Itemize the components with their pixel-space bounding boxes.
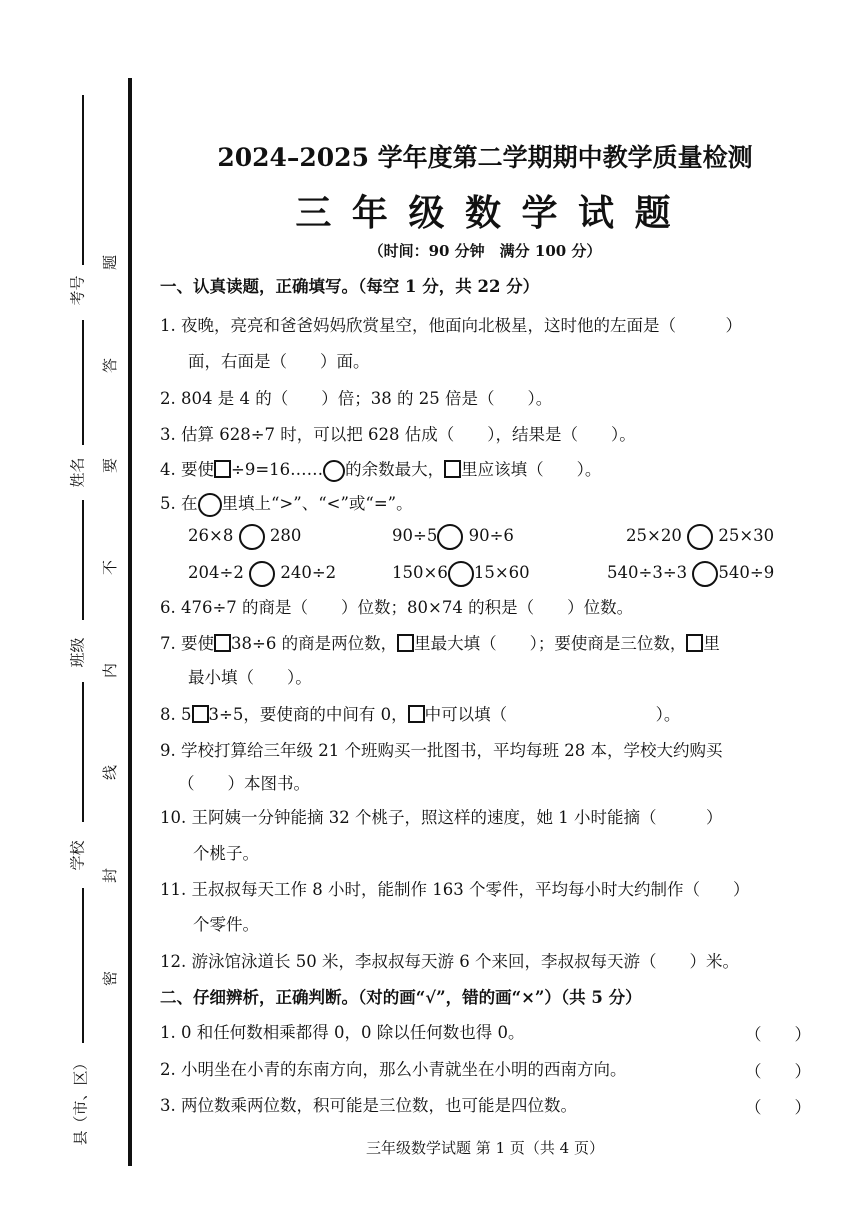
seal-char: 题 <box>101 254 120 271</box>
q8-mid: 3÷5，要使商的中间有 0， <box>208 705 408 724</box>
compare-item <box>392 523 514 550</box>
compare-circle[interactable] <box>437 524 463 550</box>
judge-item: 3. 两位数乘两位数，积可能是三位数，也可能是四位数。 <box>160 1096 577 1115</box>
compare-right: 540÷9 <box>718 563 775 582</box>
compare-circle[interactable] <box>692 561 718 587</box>
q4-mid: ÷9=16…… <box>231 460 324 479</box>
compare-right: 90÷6 <box>468 526 514 545</box>
blank-box[interactable] <box>214 460 231 478</box>
question-10-cont: 个桃子。 <box>193 844 259 863</box>
blank-box[interactable] <box>444 460 461 478</box>
seal-char: 密 <box>101 970 120 987</box>
exam-number-label: 考号 <box>68 275 87 306</box>
question-9: 9. 学校打算给三年级 21 个班购买一批图书，平均每班 28 本，学校大约购买 <box>160 741 723 760</box>
blank-box[interactable] <box>192 705 209 723</box>
compare-left: 540÷3÷3 <box>607 563 688 582</box>
county-label: 县（市、区） <box>71 1055 90 1146</box>
question-8 <box>160 703 680 727</box>
blank-box[interactable] <box>397 634 414 652</box>
question-1: 1. 夜晚，亮亮和爸爸妈妈欣赏星空，他面向北极星，这时他的左面是（ ） <box>160 316 742 335</box>
question-11: 11. 王叔叔每天工作 8 小时，能制作 163 个零件，平均每小时大约制作（ ） <box>160 880 750 899</box>
question-4 <box>160 458 601 482</box>
page-footer: 三年级数学试题 第 1 页（共 4 页） <box>366 1139 604 1157</box>
q8-end: 中可以填（ ）。 <box>424 705 681 724</box>
binding-line <box>128 78 132 1166</box>
q8-prefix: 8. 5 <box>160 705 192 724</box>
judge-item: 2. 小明坐在小青的东南方向，那么小青就坐在小明的西南方向。 <box>160 1060 627 1079</box>
q7-mid2: 里最大填（ ）；要使商是三位数， <box>414 634 687 653</box>
seal-char: 答 <box>101 357 120 374</box>
compare-item <box>392 560 530 587</box>
name-label: 姓名 <box>68 457 87 488</box>
answer-paren[interactable]: （ ） <box>745 1098 811 1117</box>
compare-right: 15×60 <box>473 563 530 582</box>
question-11-cont: 个零件。 <box>193 915 259 934</box>
compare-circle[interactable] <box>249 561 275 587</box>
question-3: 3. 估算 628÷7 时，可以把 628 估成（ ），结果是（ ）。 <box>160 425 636 444</box>
q5-prefix: 5. 在 <box>160 494 198 513</box>
exam-subtitle: 三 年 级 数 学 试 题 <box>295 192 675 234</box>
compare-left: 204÷2 <box>188 563 244 582</box>
side-rule <box>82 500 84 620</box>
q7-end: 里 <box>703 634 720 653</box>
question-6: 6. 476÷7 的商是（ ）位数；80×74 的积是（ ）位数。 <box>160 598 634 617</box>
question-7 <box>160 632 720 656</box>
compare-left: 26×8 <box>188 526 234 545</box>
compare-item <box>188 523 301 550</box>
answer-paren[interactable]: （ ） <box>745 1062 811 1081</box>
judge-item: 1. 0 和任何数相乘都得 0，0 除以任何数也得 0。 <box>160 1023 525 1042</box>
question-10: 10. 王阿姨一分钟能摘 32 个桃子，照这样的速度，她 1 小时能摘（ ） <box>160 808 723 827</box>
seal-char: 不 <box>101 559 120 576</box>
compare-right: 240÷2 <box>280 563 337 582</box>
question-1-cont: 面，右面是（ ）面。 <box>188 352 370 371</box>
exam-time-info: （时间：90 分钟 满分 100 分） <box>368 242 602 260</box>
compare-circle[interactable] <box>239 524 265 550</box>
blank-box[interactable] <box>214 634 231 652</box>
side-rule <box>82 888 84 1043</box>
blank-circle[interactable] <box>323 460 345 482</box>
question-12: 12. 游泳馆泳道长 50 米，李叔叔每天游 6 个来回，李叔叔每天游（ ）米。 <box>160 952 739 971</box>
seal-char: 要 <box>101 457 120 474</box>
blank-circle[interactable] <box>198 493 222 517</box>
side-rule <box>82 320 84 445</box>
q4-end: 里应该填（ ）。 <box>461 460 602 479</box>
question-9-cont: （ ）本图书。 <box>178 774 310 793</box>
compare-right: 25×30 <box>718 526 775 545</box>
compare-item <box>188 560 336 587</box>
side-rule <box>82 95 84 265</box>
compare-circle[interactable] <box>687 524 713 550</box>
exam-title: 2024–2025 学年度第二学期期中教学质量检测 <box>217 143 753 172</box>
q7-prefix: 7. 要使 <box>160 634 214 653</box>
question-7-cont: 最小填（ ）。 <box>188 668 312 687</box>
compare-left: 150×6 <box>392 563 448 582</box>
q4-after-circle: 的余数最大， <box>345 460 445 479</box>
section2-heading: 二、仔细辨析，正确判断。（对的画“√”，错的画“×”）（共 5 分） <box>160 988 642 1007</box>
question-5 <box>160 492 413 517</box>
seal-char: 内 <box>101 662 120 679</box>
section1-heading: 一、认真读题，正确填写。（每空 1 分，共 22 分） <box>160 277 540 296</box>
compare-left: 25×20 <box>626 526 682 545</box>
compare-circle[interactable] <box>448 561 474 587</box>
question-2: 2. 804 是 4 的（ ）倍；38 的 25 倍是（ ）。 <box>160 389 553 408</box>
side-rule <box>82 682 84 822</box>
seal-char: 线 <box>101 764 120 781</box>
compare-item <box>607 560 774 587</box>
blank-box[interactable] <box>408 705 425 723</box>
q5-end: 里填上“>”、“<”或“=”。 <box>221 494 413 513</box>
compare-left: 90÷5 <box>392 526 438 545</box>
school-label: 学校 <box>68 840 87 871</box>
compare-item <box>626 523 774 550</box>
q7-mid: 38÷6 的商是两位数， <box>231 634 398 653</box>
seal-char: 封 <box>101 867 120 884</box>
class-label: 班级 <box>68 637 87 668</box>
compare-right: 280 <box>269 526 302 545</box>
answer-paren[interactable]: （ ） <box>745 1025 811 1044</box>
blank-box[interactable] <box>686 634 703 652</box>
q4-prefix: 4. 要使 <box>160 460 214 479</box>
